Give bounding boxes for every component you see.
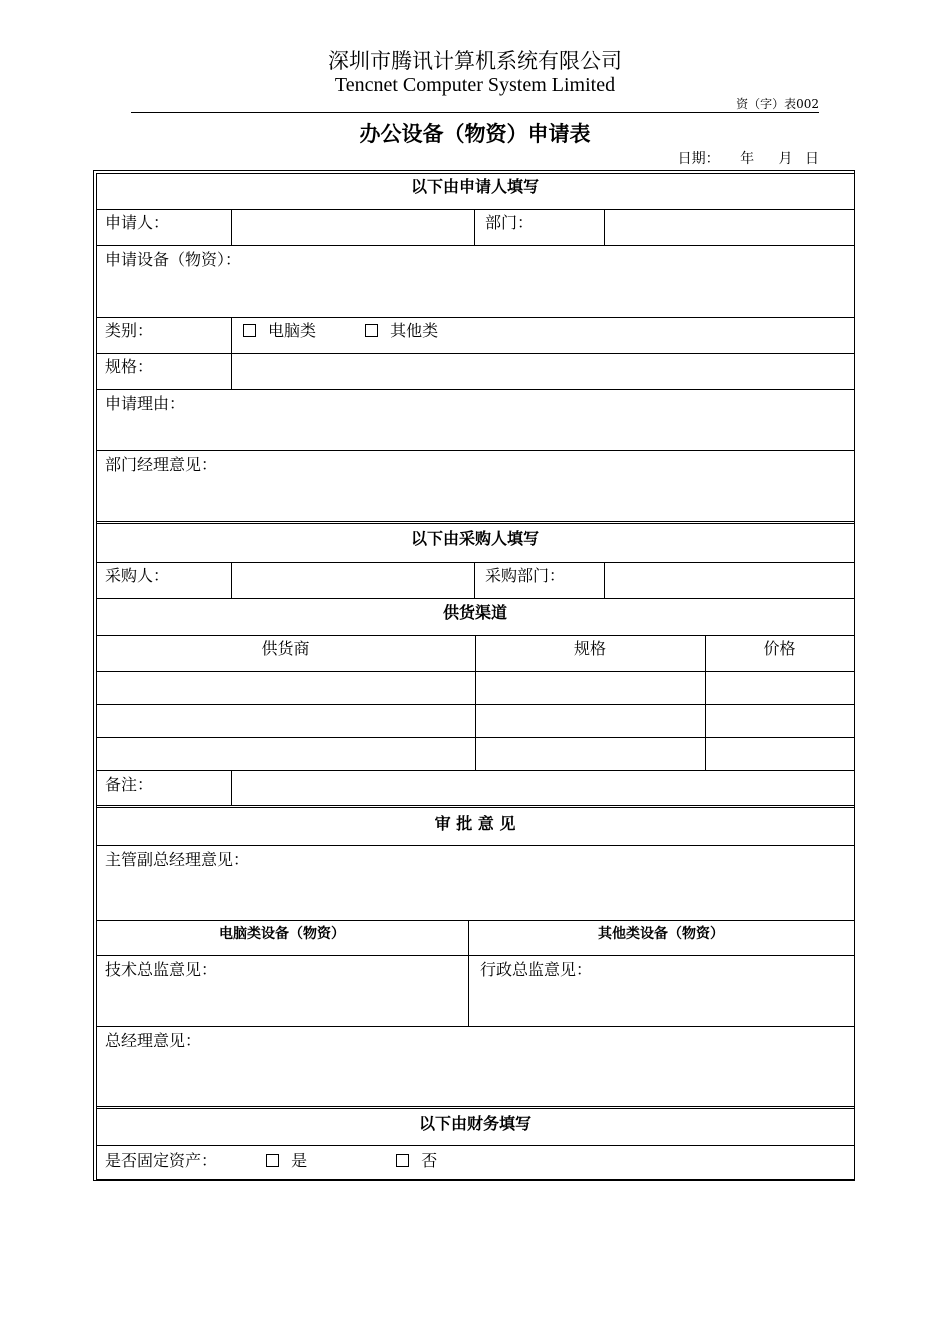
reason-field[interactable] xyxy=(97,416,853,449)
supplier-cell[interactable] xyxy=(97,673,474,703)
date-label: 日期： xyxy=(677,151,720,167)
admin-director-label: 行政总监意见： xyxy=(480,960,593,979)
reason-label: 申请理由： xyxy=(105,394,186,413)
company-name-en: Tencnet Computer System Limited xyxy=(334,74,616,96)
fixed-asset-label: 是否固定资产： xyxy=(105,1151,218,1170)
category-label: 类别： xyxy=(105,321,154,340)
tech-director-label: 技术总监意见： xyxy=(105,960,218,979)
manager-opinion-label: 部门经理意见： xyxy=(105,455,218,474)
finance-section-heading: 以下由财务填写 xyxy=(418,1114,531,1133)
month-label: 月 xyxy=(778,151,793,167)
department-label: 部门： xyxy=(485,213,534,232)
supplier-cell[interactable] xyxy=(97,739,474,769)
column-price: 价格 xyxy=(763,639,796,658)
manager-opinion-field[interactable] xyxy=(97,477,853,519)
other-equipment-heading: 其他类设备（物资） xyxy=(598,926,724,942)
equipment-field[interactable] xyxy=(97,272,853,316)
remarks-label: 备注： xyxy=(105,775,154,794)
checkbox-icon xyxy=(266,1154,279,1167)
spec-label: 规格： xyxy=(105,357,154,376)
form-code: 资（字）表002 xyxy=(736,97,819,111)
computer-equipment-heading: 电脑类设备（物资） xyxy=(219,926,345,942)
category-option-other[interactable]: 其他类 xyxy=(365,321,438,341)
gm-opinion-label: 总经理意见： xyxy=(105,1031,202,1050)
fixed-asset-option-no[interactable]: 否 xyxy=(396,1151,437,1171)
column-spec: 规格 xyxy=(573,639,606,658)
gm-opinion-field[interactable] xyxy=(97,1053,853,1104)
purchase-dept-label: 采购部门： xyxy=(485,566,566,585)
purchaser-label: 采购人： xyxy=(105,566,170,585)
checkbox-icon xyxy=(396,1154,409,1167)
spec-cell[interactable] xyxy=(477,706,704,736)
vp-opinion-field[interactable] xyxy=(97,872,853,919)
column-supplier: 供货商 xyxy=(261,639,310,658)
checkbox-icon xyxy=(243,324,256,337)
applicant-section-heading: 以下由申请人填写 xyxy=(410,177,539,196)
price-cell[interactable] xyxy=(707,673,853,703)
company-name-cn: 深圳市腾讯计算机系统有限公司 xyxy=(328,49,622,73)
admin-director-field[interactable] xyxy=(470,982,853,1025)
tech-director-field[interactable] xyxy=(97,982,467,1025)
checkbox-icon xyxy=(365,324,378,337)
remarks-field[interactable] xyxy=(233,772,853,803)
purchase-dept-field[interactable] xyxy=(606,564,853,597)
applicant-field[interactable] xyxy=(233,211,473,244)
applicant-label: 申请人： xyxy=(105,213,170,232)
vp-opinion-label: 主管副总经理意见： xyxy=(105,850,250,869)
supply-channel-heading: 供货渠道 xyxy=(442,603,507,622)
date-line xyxy=(672,150,819,168)
header-rule xyxy=(131,112,819,113)
spec-cell[interactable] xyxy=(477,739,704,769)
fixed-asset-row xyxy=(105,1151,437,1171)
year-label: 年 xyxy=(740,151,755,167)
approval-section-heading: 审 批 意 见 xyxy=(434,814,516,833)
fixed-asset-option-yes[interactable]: 是 xyxy=(266,1151,307,1171)
category-option-computer[interactable]: 电脑类 xyxy=(243,321,316,341)
price-cell[interactable] xyxy=(707,706,853,736)
purchaser-field[interactable] xyxy=(233,564,473,597)
category-options xyxy=(243,321,438,341)
equipment-label: 申请设备（物资）： xyxy=(105,250,242,269)
supplier-cell[interactable] xyxy=(97,706,474,736)
day-label: 日 xyxy=(805,151,819,167)
form-title: 办公设备（物资）申请表 xyxy=(359,122,591,146)
purchaser-section-heading: 以下由采购人填写 xyxy=(410,529,539,548)
spec-field[interactable] xyxy=(233,355,853,388)
price-cell[interactable] xyxy=(707,739,853,769)
department-field[interactable] xyxy=(606,211,853,244)
spec-cell[interactable] xyxy=(477,673,704,703)
